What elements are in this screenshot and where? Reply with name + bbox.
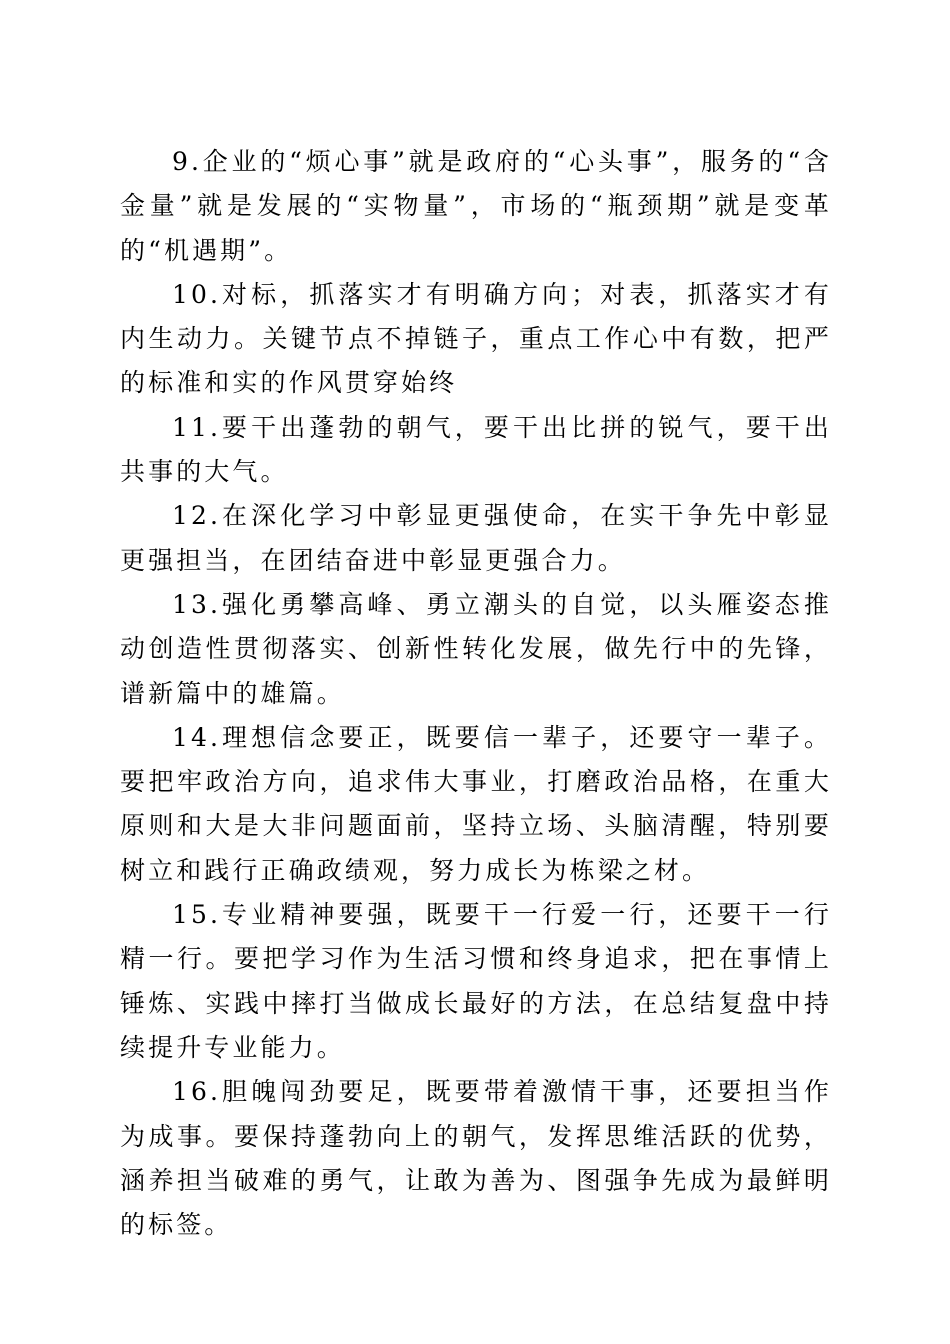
paragraph-13: 13.强化勇攀高峰、勇立潮头的自觉，以头雁姿态推动创造性贯彻落实、创新性转化发展，做先行中的先锋，谱新篇中的雄篇。 bbox=[120, 589, 832, 708]
paragraph-15: 15.专业精神要强，既要干一行爱一行，还要干一行精一行。要把学习作为生活习惯和终身追求，把在事情上锤炼、实践中摔打当做成长最好的方法，在总结复盘中持续提升专业能力。 bbox=[120, 900, 832, 1062]
paragraph-10: 10.对标，抓落实才有明确方向；对表，抓落实才有内生动力。关键节点不掉链子，重点工作心中有数，把严的标准和实的作风贯穿始终 bbox=[120, 279, 832, 398]
paragraph-12: 12.在深化学习中彰显更强使命，在实干争先中彰显更强担当，在团结奋进中彰显更强合力。 bbox=[120, 501, 832, 575]
paragraph-14: 14.理想信念要正，既要信一辈子，还要守一辈子。要把牢政治方向，追求伟大事业，打磨政治品格，在重大原则和大是大非问题面前，坚持立场、头脑清醒，特别要树立和践行正确政绩观，努力成长为栋梁之材。 bbox=[120, 722, 832, 885]
paragraph-9: 9.企业的“烦心事”就是政府的“心头事”，服务的“含金量”就是发展的“实物量”，市场的“瓶颈期”就是变革的“机遇期”。 bbox=[120, 147, 832, 265]
paragraph-16: 16.胆魄闯劲要足，既要带着激情干事，还要担当作为成事。要保持蓬勃向上的朝气，发挥思维活跃的优势，涵养担当破难的勇气，让敢为善为、图强争先成为最鲜明的标签。 bbox=[120, 1077, 832, 1240]
paragraph-11: 11.要干出蓬勃的朝气，要干出比拼的锐气，要干出共事的大气。 bbox=[120, 412, 832, 487]
document-body bbox=[120, 140, 832, 1247]
